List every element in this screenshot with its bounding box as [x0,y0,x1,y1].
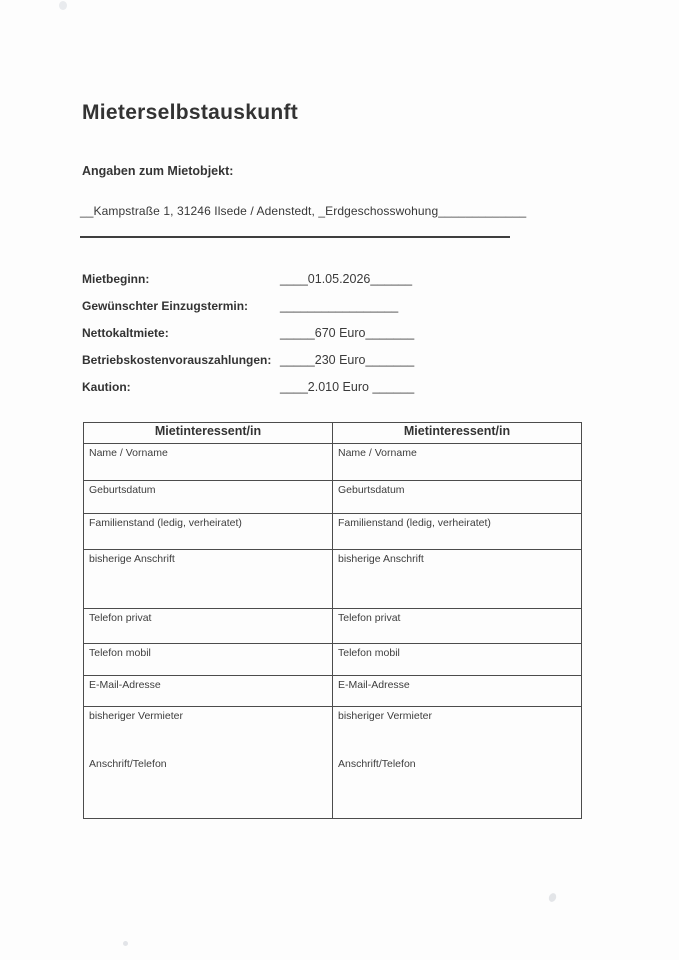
cell-label: E-Mail-Adresse [338,679,410,691]
table-row-bisherige-anschrift [84,550,582,609]
cell-sublabel: Anschrift/Telefon [338,758,416,770]
cell-label: Telefon mobil [338,647,400,659]
field-row-kaution [82,376,502,403]
field-value: _____230 Euro_______ [280,353,415,367]
cell-label: Telefon privat [89,612,152,624]
cell-label: bisheriger Vermieter [89,710,183,722]
table-row-geburtsdatum [84,481,582,514]
rent-fields [82,268,502,403]
field-value: _________________ [280,299,399,313]
field-value: _____670 Euro_______ [280,326,415,340]
table-cell [333,644,582,676]
table-header-row [84,423,582,444]
table-row-name [84,444,582,481]
cell-label: Geburtsdatum [338,484,405,496]
field-value: ____2.010 Euro ______ [280,380,415,394]
cell-label: Geburtsdatum [89,484,156,496]
field-label: Kaution: [82,380,131,394]
table-row-email [84,676,582,707]
field-label: Mietbeginn: [82,272,150,286]
field-value: ____01.05.2026______ [280,272,413,286]
cell-label: Name / Vorname [89,447,168,459]
table-cell [333,707,582,819]
scan-artifact [123,941,128,946]
cell-label: Familienstand (ledig, verheiratet) [89,517,242,529]
table-row-telefon-mobil [84,644,582,676]
field-row-nettokaltmiete [82,322,502,349]
table-cell [84,481,333,514]
page-title: Mieterselbstauskunft [82,101,299,124]
table-row-familienstand [84,514,582,550]
cell-sublabel: Anschrift/Telefon [89,758,167,770]
field-row-betriebskosten [82,349,502,376]
table-row-telefon-privat [84,609,582,644]
cell-label: Name / Vorname [338,447,417,459]
scan-artifact [547,892,557,903]
table-cell [333,444,582,481]
table-header-cell: Mietinteressent/in [84,423,333,444]
blank-fill-line [80,236,510,238]
cell-label: bisherige Anschrift [89,553,175,565]
scan-artifact [59,1,67,10]
table-cell [84,514,333,550]
cell-label: Familienstand (ledig, verheiratet) [338,517,491,529]
table-row-vermieter [84,707,582,819]
applicant-table [83,422,582,819]
field-row-einzugstermin [82,295,502,322]
table-cell [84,676,333,707]
cell-label: Telefon mobil [89,647,151,659]
table-cell [333,481,582,514]
table-cell [333,609,582,644]
field-row-mietbeginn [82,268,502,295]
table-cell [84,707,333,819]
table-cell [333,514,582,550]
field-label: Nettokaltmiete: [82,326,169,340]
cell-label: bisheriger Vermieter [338,710,432,722]
field-label: Gewünschter Einzugstermin: [82,299,249,313]
table-cell [84,550,333,609]
cell-label: bisherige Anschrift [338,553,424,565]
field-label: Betriebskostenvorauszahlungen: [82,353,272,367]
table-header-cell: Mietinteressent/in [333,423,582,444]
object-address-line: __Kampstraße 1, 31246 Ilsede / Adenstedt, _Erdgeschosswohung_____________ [80,204,527,218]
table-cell [84,609,333,644]
table-cell [333,550,582,609]
table-cell [84,444,333,481]
cell-label: E-Mail-Adresse [89,679,161,691]
table-cell [84,644,333,676]
table-cell [333,676,582,707]
object-section-heading: Angaben zum Mietobjekt: [82,164,234,178]
cell-label: Telefon privat [338,612,401,624]
